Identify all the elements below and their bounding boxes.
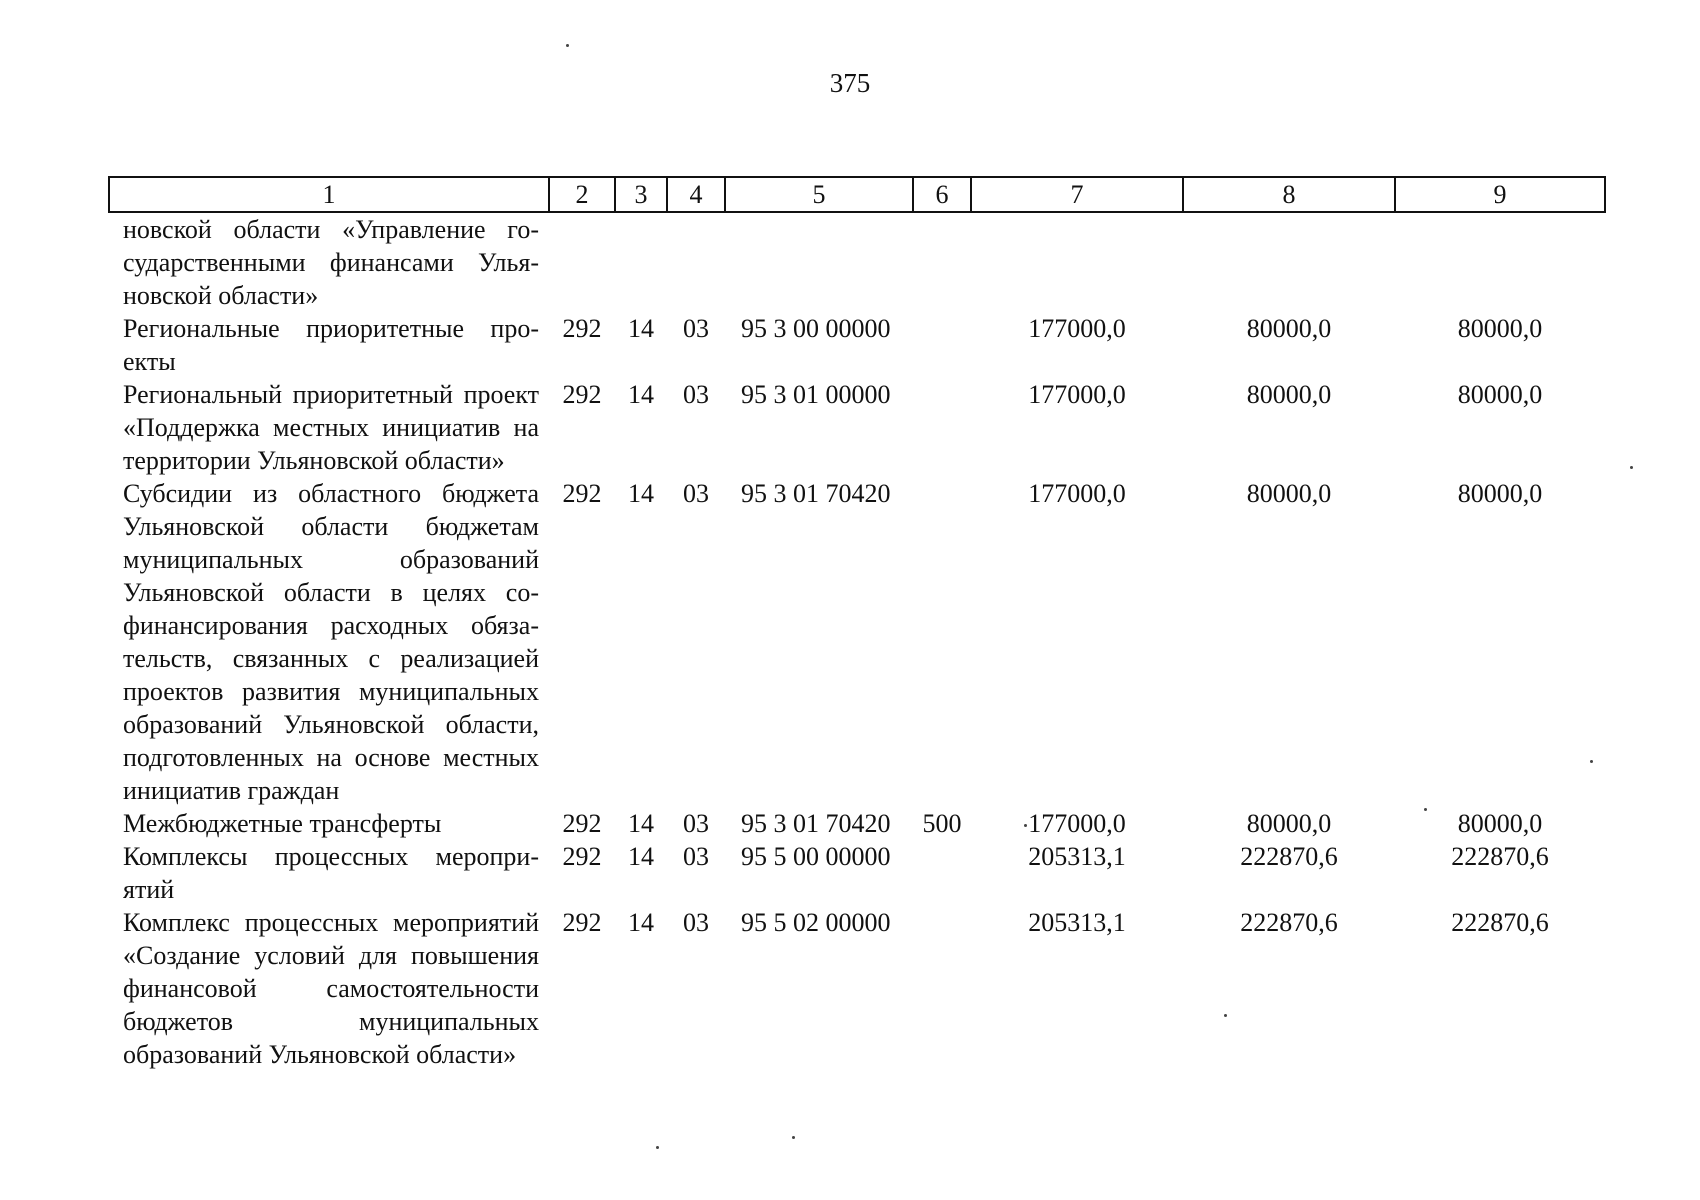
- row-c9: 80000,0: [1457, 809, 1543, 838]
- scan-speck: [566, 44, 569, 47]
- row-c2: 292: [562, 479, 602, 508]
- row-c4: 03: [683, 479, 709, 508]
- row-c5: 95 3 01 70420: [741, 809, 891, 838]
- row-c5: 95 3 01 70420: [741, 479, 891, 508]
- row-c7: [971, 212, 1183, 312]
- row-c6: [913, 477, 971, 807]
- row-c6: [913, 906, 971, 1071]
- header-cell: 8: [1183, 177, 1395, 212]
- row-c6: [913, 840, 971, 906]
- row-c5: 95 5 00 00000: [741, 842, 891, 871]
- row-name: Комплексы процессных мероприятий: [123, 842, 539, 904]
- table-row: [109, 807, 1605, 840]
- row-c2: 292: [562, 908, 602, 937]
- row-c5: [725, 212, 913, 312]
- header-cell: 6: [913, 177, 971, 212]
- header-cell: 9: [1395, 177, 1605, 212]
- row-name: новской области «Управление государственными финансами Ульяновской области»: [123, 215, 539, 310]
- table-row: [109, 840, 1605, 906]
- row-c3: 14: [628, 314, 654, 343]
- header-cell: 2: [549, 177, 615, 212]
- row-c5: 95 3 00 00000: [741, 314, 891, 343]
- header-cell: 1: [109, 177, 549, 212]
- row-c8: 80000,0: [1246, 380, 1332, 409]
- header-row: [109, 177, 1605, 212]
- row-name: Межбюджетные трансферты: [123, 809, 442, 838]
- row-c9: 80000,0: [1457, 380, 1543, 409]
- row-c6: [913, 212, 971, 312]
- table-row: [109, 477, 1605, 807]
- row-name: Субсидии из областного бюджета Ульяновской области бюджетам муниципальных образований Ульяновской области в целях софинансирования расходных обязательств, связанных с реализацией проектов развития муниципальных образований Ульяновской области, подготовленных на основе местных инициатив граждан: [123, 479, 539, 805]
- header-cell: 5: [725, 177, 913, 212]
- row-c7: 177000,0: [1028, 479, 1126, 508]
- row-c4: 03: [683, 908, 709, 937]
- row-c3: 14: [628, 479, 654, 508]
- row-c9: 222870,6: [1451, 842, 1549, 871]
- row-name: Региональный приоритетный проект «Поддержка местных инициатив на территории Ульяновской области»: [123, 380, 539, 475]
- scan-speck: [792, 1136, 795, 1139]
- row-c4: 03: [683, 809, 709, 838]
- scan-speck: [656, 1146, 659, 1149]
- row-c7: 205313,1: [1028, 842, 1126, 871]
- row-c3: 14: [628, 908, 654, 937]
- row-c8: [1183, 212, 1395, 312]
- table-row: [109, 212, 1605, 312]
- row-c7: 177000,0: [1028, 809, 1126, 838]
- budget-table: [108, 176, 1606, 1071]
- row-c7: 177000,0: [1028, 314, 1126, 343]
- row-c8: 80000,0: [1246, 314, 1332, 343]
- row-c6: 500: [922, 809, 962, 838]
- page-number: 375: [829, 68, 871, 98]
- row-c4: [667, 212, 725, 312]
- table-row: [109, 378, 1605, 477]
- row-c5: 95 3 01 00000: [741, 380, 891, 409]
- row-c3: [615, 212, 667, 312]
- row-c6: [913, 312, 971, 378]
- row-c2: 292: [562, 842, 602, 871]
- header-cell: 3: [615, 177, 667, 212]
- row-c7: 177000,0: [1028, 380, 1126, 409]
- row-c3: 14: [628, 842, 654, 871]
- row-c6: [913, 378, 971, 477]
- row-c9: 222870,6: [1451, 908, 1549, 937]
- row-c3: 14: [628, 380, 654, 409]
- row-c5: 95 5 02 00000: [741, 908, 891, 937]
- row-c2: 292: [562, 809, 602, 838]
- row-c4: 03: [683, 842, 709, 871]
- row-c8: 80000,0: [1246, 479, 1332, 508]
- row-name: Комплекс процессных мероприятий «Создание условий для повышения финансовой самостоятельности бюджетов муниципальных образований Ульяновской области»: [123, 908, 539, 1069]
- row-c8: 80000,0: [1246, 809, 1332, 838]
- row-c2: 292: [562, 380, 602, 409]
- row-c9: [1395, 212, 1605, 312]
- row-c8: 222870,6: [1240, 908, 1338, 937]
- row-c2: 292: [562, 314, 602, 343]
- row-c3: 14: [628, 809, 654, 838]
- table-row: [109, 906, 1605, 1071]
- row-name: Региональные приоритетные проекты: [123, 314, 539, 376]
- table-row: [109, 312, 1605, 378]
- row-c7: 205313,1: [1028, 908, 1126, 937]
- row-c8: 222870,6: [1240, 842, 1338, 871]
- header-cell: 4: [667, 177, 725, 212]
- row-c4: 03: [683, 314, 709, 343]
- scan-speck: [1630, 466, 1633, 469]
- row-c2: [549, 212, 615, 312]
- row-c9: 80000,0: [1457, 479, 1543, 508]
- header-cell: 7: [971, 177, 1183, 212]
- row-c9: 80000,0: [1457, 314, 1543, 343]
- row-c4: 03: [683, 380, 709, 409]
